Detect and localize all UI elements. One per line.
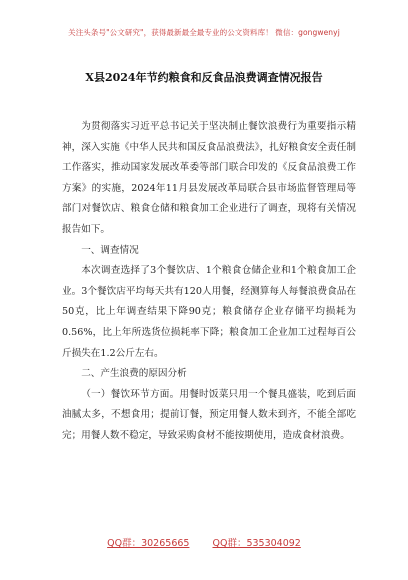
promo-banner: 关注头条号"公文研究"，获得最新最全最专业的公文资料库！ 微信：gongwenyj (68, 28, 340, 37)
footer-contact (0, 535, 408, 549)
document-title: X县2024年节约粮食和反食品浪费调查情况报告 (85, 71, 323, 84)
qq-group-link-2[interactable]: QQ群：535304092 (212, 538, 301, 549)
intro-paragraph: 为贯彻落实习近平总书记关于坚决制止餐饮浪费行为重要指示精神，深入实施《中华人民共和国反食品浪费法》，扎好粮食安全责任制工作落实，推动国家发展改革委等部门联合印发的《反食品浪费工作方案》的实施，2024年11月县发展改革局联合县市场监督管理局等部门对餐饮店、粮食仓储和粮食加工企业进行了调查，现将有关情况报告如下。 (62, 121, 356, 235)
section-heading-survey: 一、调查情况 (81, 244, 139, 256)
qq-group-link-1[interactable]: QQ群：30265665 (107, 538, 190, 549)
survey-paragraph: 本次调查选择了3个餐饮店、1个粮食仓储企业和1个粮食加工企业。3个餐饮店平均每天共有120人用餐，经测算每人每餐浪费食品在50克，比上年调查结果下降90克；粮食储存企业存储平均损耗为0.56%，比上年所选货位损耗率下降；粮食加工企业加工过程每百公斤损失在1.2公斤左右。 (62, 265, 356, 359)
causes-paragraph: （一）餐饮环节方面。用餐时饭菜只用一个餐具盛装，吃到后面油腻太多，不想食用；提前订餐，预定用餐人数未到齐，不能全部吃完；用餐人数不稳定，导致采购食材不能按期使用，造成食材浪费。 (62, 388, 356, 441)
section-heading-causes: 二、产生浪费的原因分析 (81, 368, 187, 380)
document-body (62, 117, 356, 447)
